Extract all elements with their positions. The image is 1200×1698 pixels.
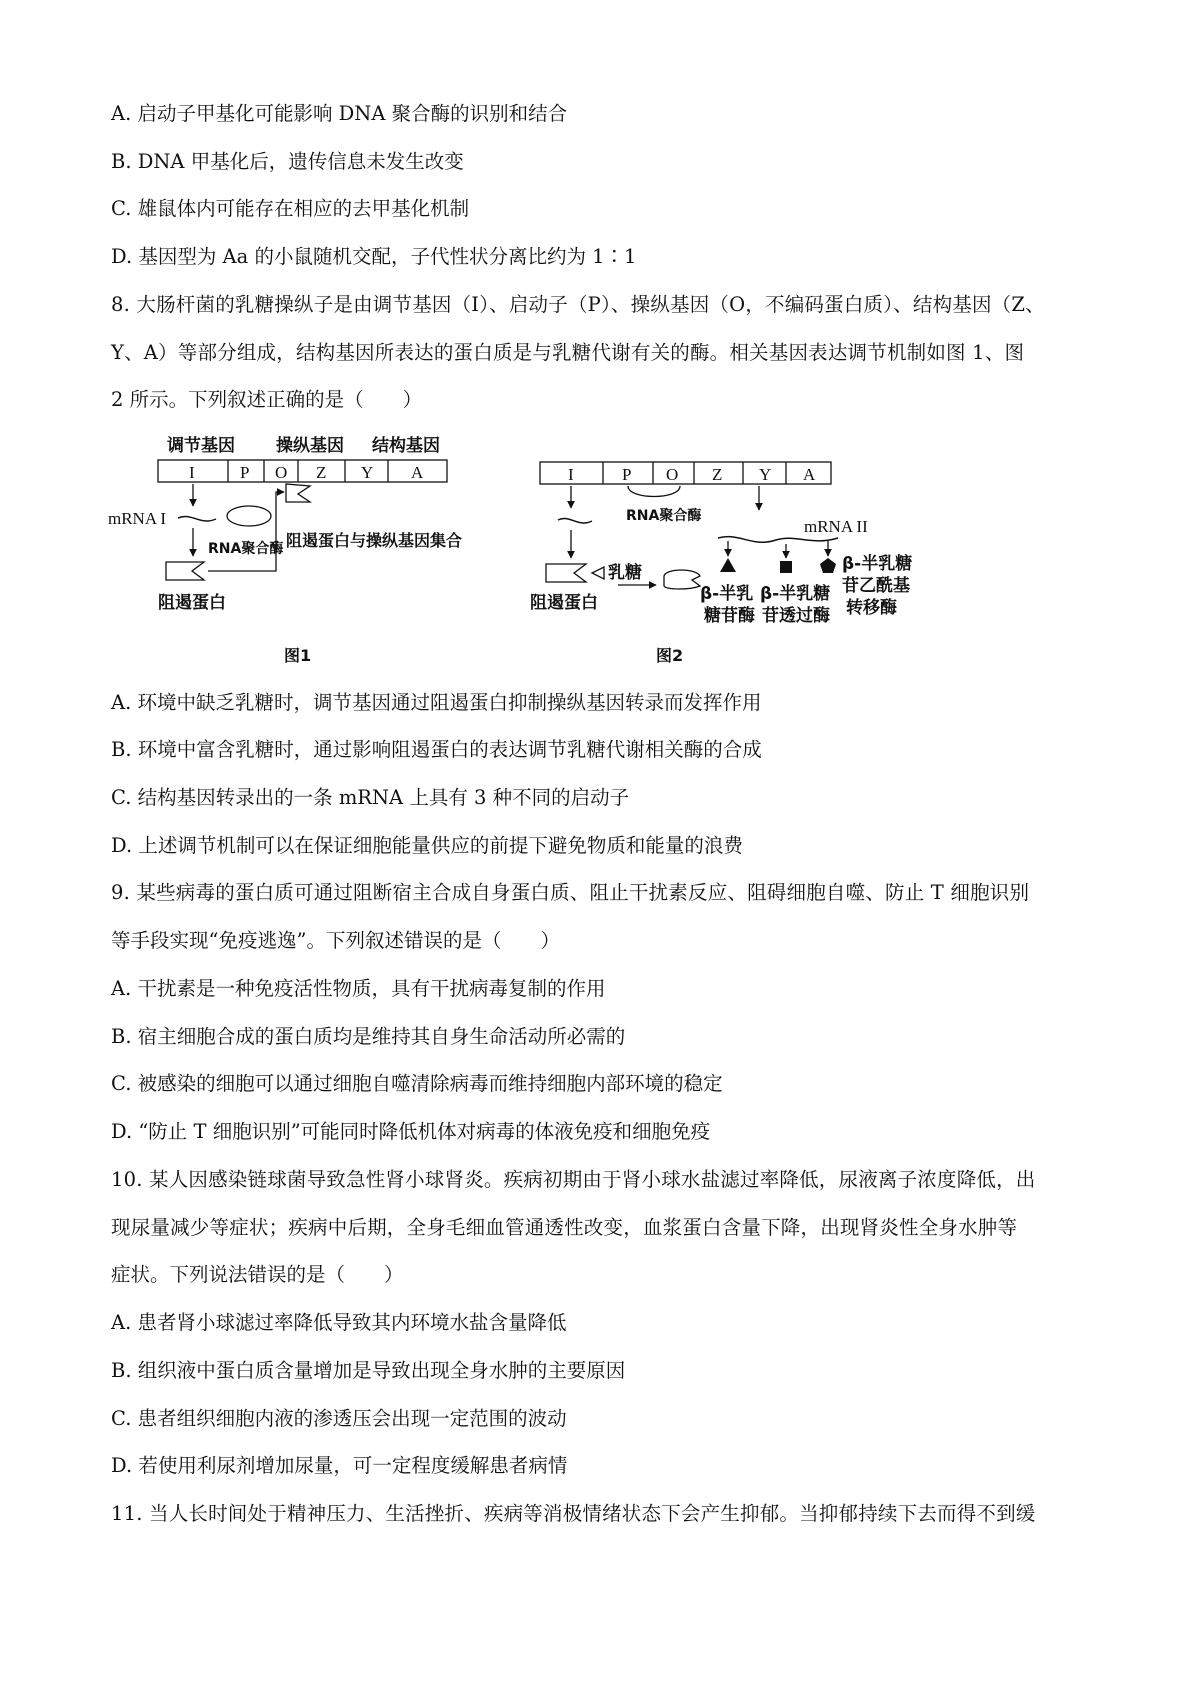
q10-option-b: B. 组织液中蛋白质含量增加是导致出现全身水肿的主要原因 xyxy=(111,1359,626,1382)
fig2-cell-a: A xyxy=(803,465,816,484)
q8-option-d: D. 上述调节机制可以在保证细胞能量供应的前提下避免物质和能量的浪费 xyxy=(111,834,743,857)
fig2-rna-polymerase-shape xyxy=(628,486,680,497)
fig2-inactive-repressor-shape xyxy=(664,570,700,589)
fig1-caption: 图1 xyxy=(284,646,312,665)
q8-option-c: C. 结构基因转录出的一条 mRNA 上具有 3 种不同的启动子 xyxy=(111,786,630,809)
q9-stem-line-2: 等手段实现“免疫逃逸”。下列叙述错误的是（ ） xyxy=(111,929,560,952)
q11-stem-line-1: 11. 当人长时间处于精神压力、生活挫折、疾病等消极情绪状态下会产生抑郁。当抑郁持续下去而得不到缓 xyxy=(111,1502,1036,1525)
fig1-label-operator-gene: 操纵基因 xyxy=(276,436,344,456)
q10-stem-line-3: 症状。下列说法错误的是（ ） xyxy=(111,1263,404,1286)
fig1-binding-label: 阻遏蛋白与操纵基因集合 xyxy=(286,531,463,550)
fig1-cell-a: A xyxy=(411,463,424,482)
figure-2 xyxy=(530,462,912,665)
fig2-enzyme-3-line-3: 转移酶 xyxy=(846,598,897,618)
fig2-enzyme-1-triangle xyxy=(720,558,736,572)
fig1-cell-z: Z xyxy=(316,463,327,482)
fig2-enzyme-1-line-1: β-半乳 xyxy=(700,584,754,604)
fig1-arrow-binding xyxy=(208,492,284,571)
fig2-enzyme-3-line-1: β-半乳糖 xyxy=(842,554,913,574)
fig1-repressor-shape xyxy=(166,562,204,580)
fig2-cell-z: Z xyxy=(712,465,723,484)
q10-option-a: A. 患者肾小球滤过率降低导致其内环境水盐含量降低 xyxy=(111,1311,567,1334)
fig2-rna-polymerase-label: RNA聚合酶 xyxy=(626,508,702,524)
fig1-mrna-label: mRNA I xyxy=(108,509,167,528)
q7-option-a: A. 启动子甲基化可能影响 DNA 聚合酶的识别和结合 xyxy=(111,102,568,125)
fig2-repressor-shape xyxy=(546,564,586,582)
fig2-enzyme-3-line-2: 苷乙酰基 xyxy=(842,576,910,596)
fig1-label-structural-gene: 结构基因 xyxy=(372,436,440,456)
q9-option-c: C. 被感染的细胞可以通过细胞自噬清除病毒而维持细胞内部环境的稳定 xyxy=(111,1072,723,1095)
fig1-gene-bar xyxy=(158,460,447,482)
q8-stem-line-1: 8. 大肠杆菌的乳糖操纵子是由调节基因（I）、启动子（P）、操纵基因（O，不编码蛋白质）、结构基因（Z、 xyxy=(111,293,1045,316)
figure-1 xyxy=(108,435,462,665)
fig2-enzyme-2-line-2: 苷透过酶 xyxy=(762,606,830,626)
fig2-caption: 图2 xyxy=(656,646,684,665)
fig2-lactose-label: 乳糖 xyxy=(608,563,642,583)
fig1-cell-o: O xyxy=(275,463,288,482)
lac-operon-figure xyxy=(100,428,920,678)
fig1-rna-polymerase-label: RNA聚合酶 xyxy=(208,541,284,557)
fig1-rna-polymerase-shape xyxy=(227,506,271,526)
fig2-cell-o: O xyxy=(666,465,679,484)
q9-option-a: A. 干扰素是一种免疫活性物质，具有干扰病毒复制的作用 xyxy=(111,977,606,1000)
fig2-gene-bar xyxy=(540,462,831,484)
fig2-lactose-shape xyxy=(592,567,604,579)
q7-option-d: D. 基因型为 Aa 的小鼠随机交配，子代性状分离比约为 1∶1 xyxy=(111,245,637,268)
fig2-enzyme-1-line-2: 糖苷酶 xyxy=(704,606,755,626)
fig2-cell-i: I xyxy=(568,465,574,484)
fig1-label-regulatory-gene: 调节基因 xyxy=(167,436,235,456)
q8-option-a: A. 环境中缺乏乳糖时，调节基因通过阻遏蛋白抑制操纵基因转录而发挥作用 xyxy=(111,691,762,714)
q9-stem-line-1: 9. 某些病毒的蛋白质可通过阻断宿主合成自身蛋白质、阻止干扰素反应、阻碍细胞自噬、防止 T 细胞识别 xyxy=(111,881,1030,904)
fig2-repressor-label: 阻遏蛋白 xyxy=(530,593,598,613)
fig1-repressor-label: 阻遏蛋白 xyxy=(158,593,226,613)
fig1-mrna-strand xyxy=(178,516,216,521)
q10-stem-line-1: 10. 某人因感染链球菌导致急性肾小球肾炎。疾病初期由于肾小球水盐滤过率降低，尿液离子浓度降低，出 xyxy=(111,1168,1036,1191)
q9-option-d: D. “防止 T 细胞识别”可能同时降低机体对病毒的体液免疫和细胞免疫 xyxy=(111,1120,711,1143)
q10-stem-line-2: 现尿量减少等症状；疾病中后期，全身毛细血管通透性改变，血浆蛋白含量下降，出现肾炎性全身水肿等 xyxy=(111,1216,1018,1239)
fig1-cell-y: Y xyxy=(361,463,374,482)
fig1-cell-i: I xyxy=(189,463,195,482)
fig2-mrna-ii-strand xyxy=(718,537,838,543)
fig2-enzyme-2-line-1: β-半乳糖 xyxy=(760,584,831,604)
q8-option-b: B. 环境中富含乳糖时，通过影响阻遏蛋白的表达调节乳糖代谢相关酶的合成 xyxy=(111,738,762,761)
fig2-enzyme-2-square xyxy=(780,561,792,573)
q7-option-b: B. DNA 甲基化后，遗传信息未发生改变 xyxy=(111,150,464,173)
q8-stem-line-3: 2 所示。下列叙述正确的是（ ） xyxy=(111,388,423,411)
fig2-cell-y: Y xyxy=(759,465,772,484)
fig1-bound-repressor xyxy=(286,484,310,502)
q7-option-c: C. 雄鼠体内可能存在相应的去甲基化机制 xyxy=(111,197,470,220)
fig2-cell-p: P xyxy=(622,465,632,484)
fig2-enzyme-3-pentagon xyxy=(820,558,836,573)
q10-option-d: D. 若使用利尿剂增加尿量，可一定程度缓解患者病情 xyxy=(111,1454,568,1477)
fig2-mrna-i-strand xyxy=(558,518,592,523)
fig2-mrna-ii-label: mRNA II xyxy=(804,517,868,536)
fig1-cell-p: P xyxy=(240,463,250,482)
q9-option-b: B. 宿主细胞合成的蛋白质均是维持其自身生命活动所必需的 xyxy=(111,1025,626,1048)
q10-option-c: C. 患者组织细胞内液的渗透压会出现一定范围的波动 xyxy=(111,1407,567,1430)
q8-stem-line-2: Y、A）等部分组成，结构基因所表达的蛋白质是与乳糖代谢有关的酶。相关基因表达调节机制如图 1、图 xyxy=(111,341,1025,364)
